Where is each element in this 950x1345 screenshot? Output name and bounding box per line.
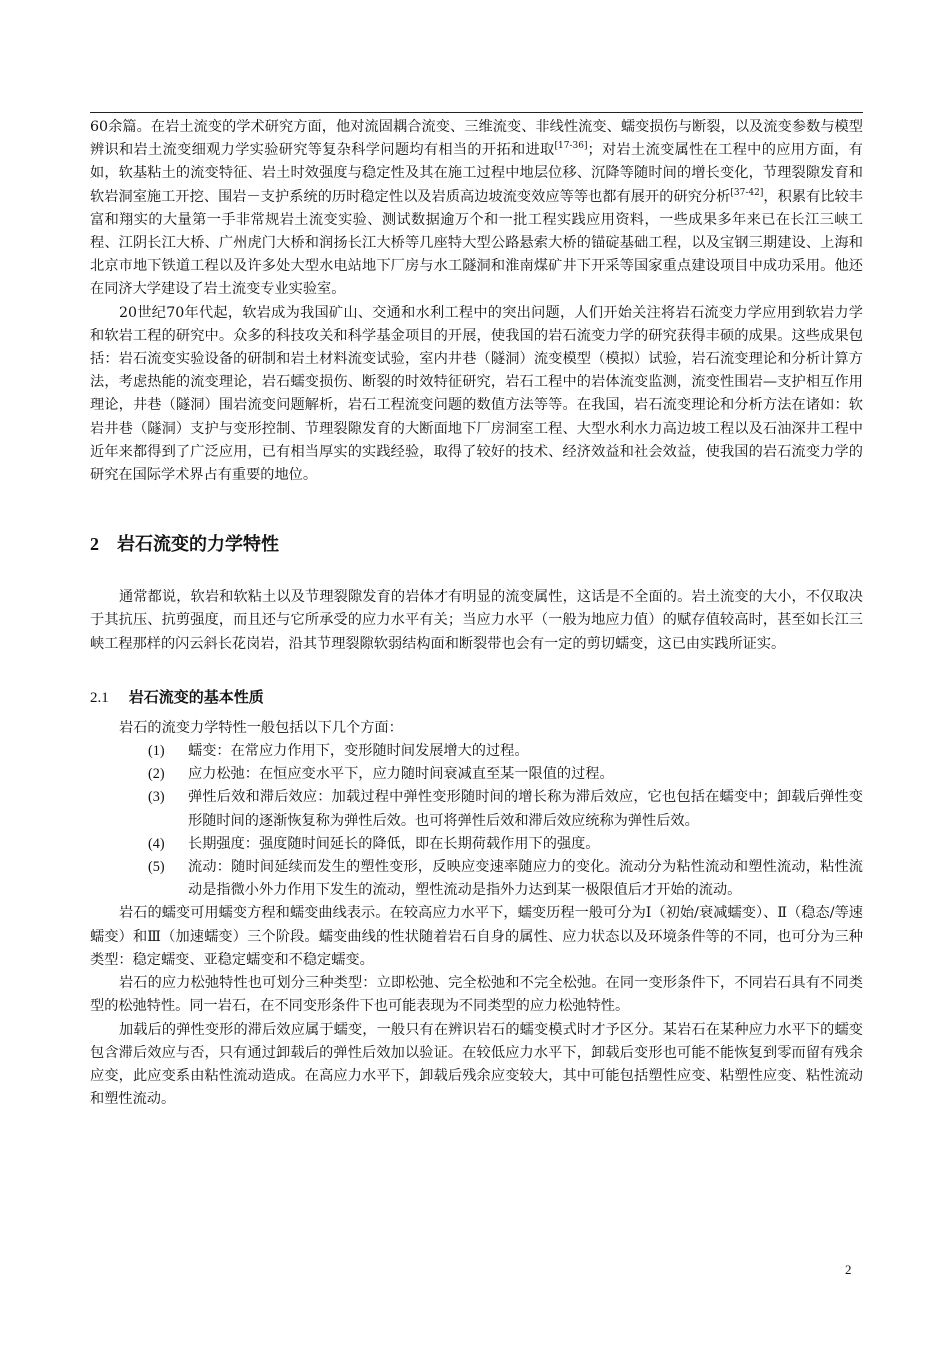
citation-ref[interactable]: [37-42] [730,187,764,198]
subsection-lead: 岩石的流变力学特性一般包括以下几个方面： [119,719,403,736]
paragraph-text: ，积累有比较丰富和翔实的大量第一手非常规岩土流变实验、测试数据逾万个和一批工程实践应用资料，一些成果多年来已在长江三峡工程、江阴长江大桥、广州虎门大桥和润扬长江大桥等几座特大型公路悬索大桥的锚碇基础工程，以及宝钢三期建设、上海和北京市地下铁道工程以及许多处大型水电站地下厂房与水工隧洞和淮南煤矿井下开采等国家重点建设项目中成功采用。他还在同济大学建设了岩土流变专业实验室。 [90,188,863,298]
subsection-heading [90,686,863,709]
list-item-text: 应力松弛：在恒应变水平下，应力随时间衰减直至某一限值的过程。 [188,766,614,783]
list-item [148,763,863,786]
paragraph-text: 60余篇。在岩土流变的学术研究方面，他对流固耦合流变、三维流变、非线性流变、蠕变损伤与断裂，以及流变参数与模型辨识和岩土流变细观力学实验研究等复杂科学问题均有相当的开拓和进取 [90,119,863,159]
citation-ref[interactable]: [17-36] [554,141,588,152]
section-heading [90,531,863,558]
elastic-aftereffect-paragraph: 加载后的弹性变形的滞后效应属于蠕变，一般只有在辨识岩石的蠕变模式时才予区分。某岩石在某种应力水平下的蠕变包含滞后效应与否，只有通过卸载后的弹性后效加以验证。在较低应力水平下，卸载后变形也可能不能恢复到零而留有残余应变，此应变系由粘性流动造成。在高应力水平下，卸载后残余应变较大，其中可能包括塑性应变、粘塑性应变、粘性流动和塑性流动。 [90,1021,863,1108]
continued-paragraph [90,116,863,302]
property-list [90,740,863,902]
subsection-number: 2.1 [90,689,109,706]
page-content [90,116,863,1111]
section-intro-paragraph: 通常都说，软岩和软粘土以及节理裂隙发育的岩体才有明显的流变属性，这话是不全面的。岩土流变的大小，不仅取决于其抗压、抗剪强度，而且还与它所承受的应力水平有关；当应力水平（一般为地应力值）的赋存值较高时，甚至如长江三峡工程那样的闪云斜长花岗岩，沿其节理裂隙软弱结构面和断裂带也会有一定的剪切蠕变，这已由实践所证实。 [90,589,863,652]
list-item-number: (1) [148,743,165,760]
history-paragraph: 20世纪70年代起，软岩成为我国矿山、交通和水利工程中的突出问题，人们开始关注将岩石流变力学应用到软岩力学和软岩工程的研究中。众多的科技攻关和科学基金项目的开展，使我国的岩石流变力学的研究获得丰硕的成果。这些成果包括：岩石流变实验设备的研制和岩土材料流变试验，室内井巷（隧洞）流变模型（模拟）试验，岩石流变理论和分析计算方法，考虑热能的流变理论，岩石蠕变损伤、断裂的时效特征研究，岩石工程中的岩体流变监测，流变性围岩—支护相互作用理论，井巷（隧洞）围岩流变问题解析，岩石工程流变问题的数值方法等等。在我国，岩石流变理论和分析方法在诸如：软岩井巷（隧洞）支护与变形控制、节理裂隙发育的大断面地下厂房洞室工程、大型水利水力高边坡工程以及石油深井工程中近年来都得到了广泛应用，已有相当厚实的实践经验，取得了较好的技术、经济效益和社会效益，使我国的岩石流变力学的研究在国际学术界占有重要的地位。 [90,304,863,484]
section-number: 2 [90,534,99,555]
list-item-text: 长期强度：强度随时间延长的降低，即在长期荷载作用下的强度。 [188,835,600,852]
header-rule [90,112,863,113]
list-item-number: (5) [148,859,165,876]
list-item-text: 蠕变：在常应力作用下，变形随时间发展增大的过程。 [188,743,529,760]
relaxation-paragraph: 岩石的应力松弛特性也可划分三种类型：立即松弛、完全松弛和不完全松弛。在同一变形条件下，不同岩石具有不同类型的松弛特性。同一岩石，在不同变形条件下也可能表现为不同类型的应力松弛特性。 [90,975,863,1015]
subsection-title: 岩石流变的基本性质 [128,687,264,706]
list-item-text: 流动：随时间延续而发生的塑性变形，反映应变速率随应力的变化。流动分为粘性流动和塑性流动，粘性流动是指微小外力作用下发生的流动，塑性流动是指外力达到某一极限值后才开始的流动。 [188,859,863,899]
paragraph-text: ；对岩土流变属性在工程中的应用方面，有如，软基粘土的流变特征、岩土时效强度与稳定性及其在施工过程中地层位移、沉降等随时间的增长变化，节理裂隙发育和软岩洞室施工开挖、围岩－支护系统的历时稳定性以及岩质高边坡流变效应等等也都有展开的研究分析 [90,142,863,205]
section-title: 岩石流变的力学特性 [117,534,279,556]
page-number: 2 [845,1262,852,1277]
list-item-text: 弹性后效和滞后效应：加载过程中弹性变形随时间的增长称为滞后效应，它也包括在蠕变中；卸载后弹性变形随时间的逐渐恢复称为弹性后效。也可将弹性后效和滞后效应统称为弹性后效。 [188,789,863,829]
list-item-number: (4) [148,835,165,852]
list-item-number: (3) [148,789,165,806]
list-item-number: (2) [148,766,165,783]
list-item [148,833,863,856]
list-item [148,740,863,763]
creep-paragraph: 岩石的蠕变可用蠕变方程和蠕变曲线表示。在较高应力水平下，蠕变历程一般可分为Ⅰ（初始/衰减蠕变）、Ⅱ（稳态/等速蠕变）和Ⅲ（加速蠕变）三个阶段。蠕变曲线的性状随着岩石自身的属性、应力状态以及环境条件等的不同，也可分为三种类型：稳定蠕变、亚稳定蠕变和不稳定蠕变。 [90,905,863,968]
list-item [148,786,863,832]
section-body [90,586,863,656]
list-item [148,856,863,902]
